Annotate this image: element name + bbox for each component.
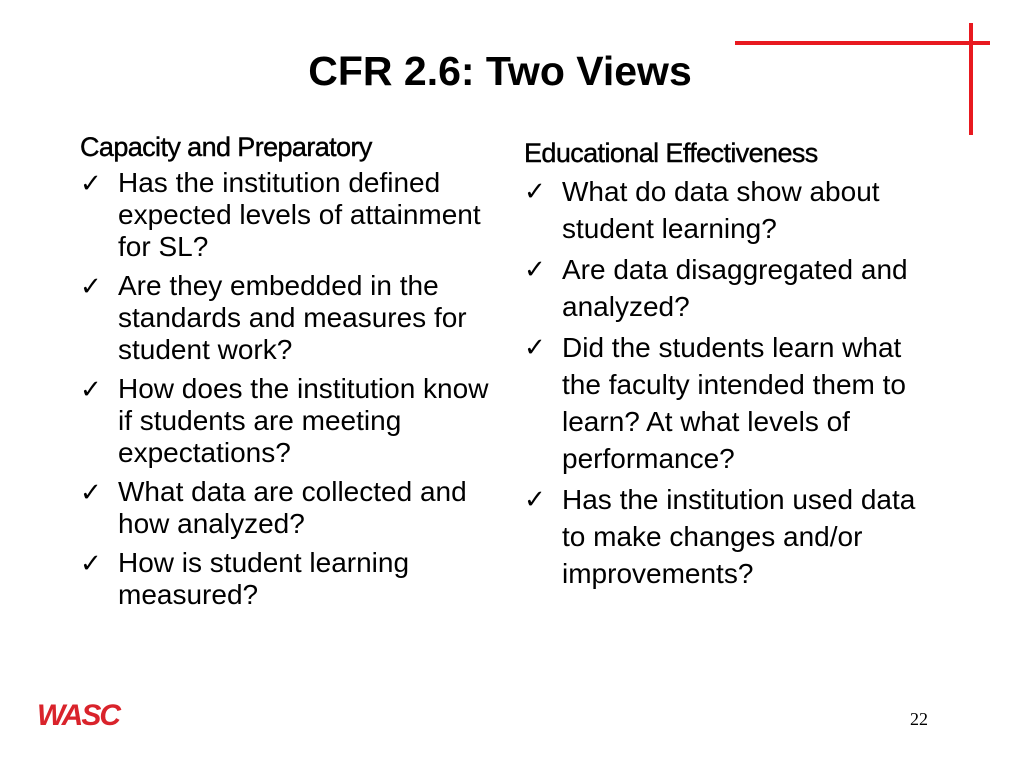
list-item <box>80 373 490 469</box>
page-number: 22 <box>910 709 928 729</box>
checkmark-icon: ✓ <box>80 477 102 507</box>
list-item <box>80 476 490 540</box>
list-item <box>524 329 944 477</box>
checkmark-icon: ✓ <box>80 548 102 578</box>
list-item-text: How is student learning measured? <box>118 547 410 610</box>
list-item <box>524 173 944 247</box>
checkmark-icon: ✓ <box>524 176 546 206</box>
decorative-red-line-horizontal <box>735 41 990 45</box>
checkmark-icon: ✓ <box>524 332 546 362</box>
checkmark-icon: ✓ <box>524 254 546 284</box>
list-item <box>80 167 490 263</box>
list-item <box>524 481 944 592</box>
checkmark-icon: ✓ <box>80 374 102 404</box>
list-item-text: Has the institution defined expected levels of attainment for SL? <box>118 167 481 262</box>
right-column <box>524 137 944 596</box>
slide-title: CFR 2.6: Two Views <box>308 48 692 94</box>
right-checklist <box>524 173 944 592</box>
right-column-heading: Educational Effectiveness <box>524 138 818 168</box>
wasc-logo: WASC <box>37 699 119 732</box>
left-checklist <box>80 167 490 611</box>
checkmark-icon: ✓ <box>524 484 546 514</box>
list-item <box>80 270 490 366</box>
left-column <box>80 131 490 618</box>
left-column-heading: Capacity and Preparatory <box>80 132 372 162</box>
checkmark-icon: ✓ <box>80 168 102 198</box>
list-item-text: How does the institution know if students are meeting expectations? <box>118 373 489 468</box>
list-item-text: Are data disaggregated and analyzed? <box>562 254 908 322</box>
list-item-text: Did the students learn what the faculty intended them to learn? At what levels of performance? <box>562 332 906 474</box>
list-item-text: What data are collected and how analyzed? <box>118 476 467 539</box>
list-item <box>80 547 490 611</box>
list-item-text: Has the institution used data to make changes and/or improvements? <box>562 484 916 589</box>
checkmark-icon: ✓ <box>80 271 102 301</box>
list-item-text: Are they embedded in the standards and measures for student work? <box>118 270 467 365</box>
list-item-text: What do data show about student learning? <box>562 176 880 244</box>
list-item <box>524 251 944 325</box>
